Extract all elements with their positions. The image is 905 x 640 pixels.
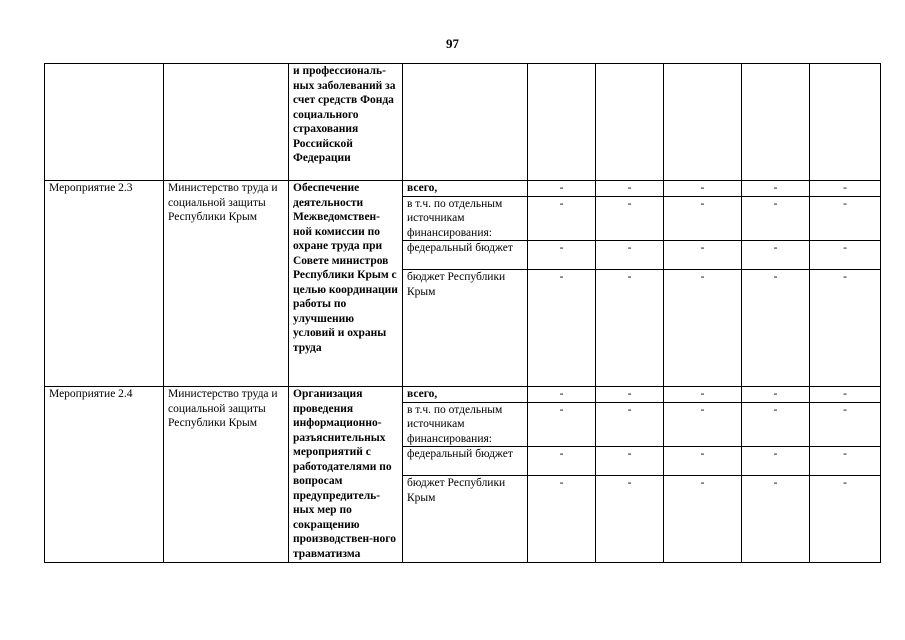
executor-cell: Министерство труда и социальной защиты Республики Крым (164, 181, 289, 387)
value-cell: - (742, 447, 810, 476)
table-row (45, 181, 881, 197)
value-cell: - (742, 196, 810, 241)
value-cell: - (664, 270, 742, 387)
table-row (45, 387, 881, 403)
event-cell: Мероприятие 2.4 (45, 387, 164, 563)
source-cell (403, 64, 528, 181)
source-regional-cell: бюджет Республики Крым (403, 270, 528, 387)
value-cell: - (596, 402, 664, 447)
value-cell: - (596, 387, 664, 403)
executor-cell: Министерство труда и социальной защиты Республики Крым (164, 387, 289, 563)
value-cell: - (596, 270, 664, 387)
value-cell: - (742, 387, 810, 403)
source-federal-cell: федеральный бюджет (403, 241, 528, 270)
event-cell: Мероприятие 2.3 (45, 181, 164, 387)
value-cell: - (810, 402, 881, 447)
value-cell: - (528, 402, 596, 447)
table-row-continuation (45, 64, 881, 181)
executor-cell (164, 64, 289, 181)
measure-cell: Организация проведения информационно-разъяснительных мероприятий с работодателями по вопросам предупредитель-ных мер по сокращению производствен-ного травматизма (289, 387, 403, 563)
program-table (44, 63, 881, 563)
source-regional-cell: бюджет Республики Крым (403, 476, 528, 563)
value-cell: - (528, 270, 596, 387)
value-cell: - (664, 402, 742, 447)
value-cell: - (664, 196, 742, 241)
value-cell: - (664, 181, 742, 197)
value-cell (742, 64, 810, 181)
measure-cell: Обеспечение деятельности Межведомствен-ной комиссии по охране труда при Совете министров Республики Крым с целью координации работы по улучшению условий и охраны труда (289, 181, 403, 387)
value-cell: - (528, 196, 596, 241)
value-cell: - (810, 476, 881, 563)
value-cell: - (742, 241, 810, 270)
value-cell: - (810, 241, 881, 270)
value-cell: - (742, 402, 810, 447)
value-cell: - (810, 270, 881, 387)
value-cell: - (742, 270, 810, 387)
value-cell (528, 64, 596, 181)
value-cell: - (596, 196, 664, 241)
value-cell: - (810, 196, 881, 241)
value-cell: - (664, 241, 742, 270)
value-cell: - (742, 181, 810, 197)
value-cell (596, 64, 664, 181)
source-total-cell: всего, (403, 181, 528, 197)
value-cell: - (528, 387, 596, 403)
value-cell: - (596, 181, 664, 197)
value-cell: - (528, 241, 596, 270)
value-cell: - (810, 181, 881, 197)
value-cell: - (664, 447, 742, 476)
value-cell: - (596, 241, 664, 270)
value-cell (810, 64, 881, 181)
value-cell: - (596, 476, 664, 563)
value-cell: - (528, 181, 596, 197)
value-cell: - (528, 476, 596, 563)
value-cell: - (596, 447, 664, 476)
source-total-cell: всего, (403, 387, 528, 403)
value-cell: - (742, 476, 810, 563)
event-cell (45, 64, 164, 181)
value-cell: - (664, 476, 742, 563)
page-number: 97 (446, 36, 459, 51)
value-cell (664, 64, 742, 181)
measure-cell: и профессиональ-ных заболеваний за счет средств Фонда социального страхования Российской Федерации (289, 64, 403, 181)
source-federal-cell: федеральный бюджет (403, 447, 528, 476)
source-breakdown-cell: в т.ч. по отдельным источникам финансирования: (403, 402, 528, 447)
value-cell: - (810, 447, 881, 476)
value-cell: - (810, 387, 881, 403)
source-breakdown-cell: в т.ч. по отдельным источникам финансирования: (403, 196, 528, 241)
value-cell: - (528, 447, 596, 476)
value-cell: - (664, 387, 742, 403)
